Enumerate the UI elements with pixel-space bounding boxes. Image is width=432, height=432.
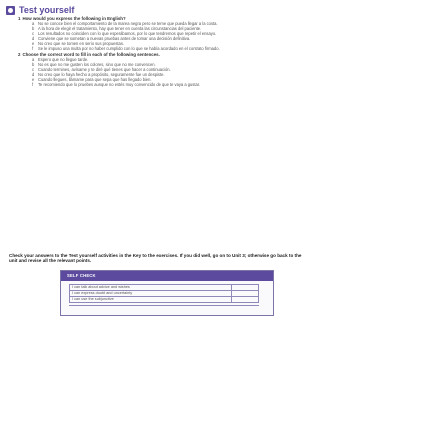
option-text: No creo que se tomen en serio sus propuestas. xyxy=(38,41,125,47)
self-check-box xyxy=(60,270,274,316)
option-text: Conviene que se sometan a nuevas pruebas antes de tomar una decisión definitiva. xyxy=(38,36,191,42)
option-letter: d xyxy=(32,36,35,42)
question-text: How would you express the following in English? xyxy=(22,16,126,21)
option-text: Cuando termines, avísame y te diré qué tienes que hacer a continuación. xyxy=(38,67,171,73)
question-item xyxy=(18,16,318,51)
option-letter: e xyxy=(32,41,35,47)
option-letter: e xyxy=(32,77,35,83)
section-title: Test yourself xyxy=(19,5,75,15)
option-letter: a xyxy=(32,21,35,27)
option-text: Te recomiendo que lo pruebes aunque no estés muy convencido de que te vaya a gustar. xyxy=(38,82,201,88)
question-number: 2 xyxy=(18,52,21,58)
option-text: Espero que no llegue tarde. xyxy=(38,57,89,63)
option-letter: c xyxy=(32,31,35,37)
option-text: Los resultados no coinciden con lo que esperábamos, por lo que tendremos que repetir el ensayo. xyxy=(38,31,217,37)
option-letter: b xyxy=(32,62,35,68)
divider xyxy=(69,305,259,306)
option-list xyxy=(18,57,318,87)
option-item xyxy=(32,82,318,87)
option-letter: f xyxy=(32,46,34,52)
question-number: 1 xyxy=(18,16,21,21)
option-text: Se le impuso una multa por no haber cumplido con lo que se había acordado en el contrato firmado. xyxy=(38,46,220,52)
option-text: A la hora de elegir el tratamiento, hay que tener en cuenta las circunstancias del paciente. xyxy=(38,26,202,32)
self-check-table xyxy=(69,284,259,303)
self-check-statement: I can express doubt and uncertainty xyxy=(70,291,232,297)
option-text: No es que no me gusten los colores, sino que no me convencen. xyxy=(38,62,156,68)
option-letter: f xyxy=(32,82,34,88)
pencil-book-icon xyxy=(6,6,15,15)
instructions-text: Check your answers to the Test yourself activities in the Key to the exercises. If you did well, go on to Unit 3; otherwise go back to the unit and revise all the relevant points. xyxy=(9,253,302,264)
self-check-statement: I can talk about advice and wishes xyxy=(70,285,232,291)
question-text: Choose the correct word to fill in each of the following sentences. xyxy=(22,52,160,58)
self-check-title: SELF CHECK xyxy=(61,271,273,281)
option-list xyxy=(18,21,318,51)
option-text: Cuando llegues, llámame para que sepa que has llegado bien. xyxy=(38,77,152,83)
question-list xyxy=(18,16,318,88)
option-letter: c xyxy=(32,67,35,73)
option-text: No se conoce bien el comportamiento de la marea negra pero se teme que pueda llegar a la costa. xyxy=(38,21,218,27)
self-check-statement: I can use the subjunctive xyxy=(70,297,232,303)
question-item xyxy=(18,52,318,87)
option-letter: b xyxy=(32,26,35,32)
option-letter: a xyxy=(32,57,35,63)
option-text: No creo que lo haya hecho a propósito, seguramente fue un despiste. xyxy=(38,72,165,78)
table-row xyxy=(70,297,259,303)
option-letter: d xyxy=(32,72,35,78)
self-check-checkbox[interactable] xyxy=(232,297,259,303)
option-item xyxy=(32,46,318,51)
section-header xyxy=(6,4,74,16)
